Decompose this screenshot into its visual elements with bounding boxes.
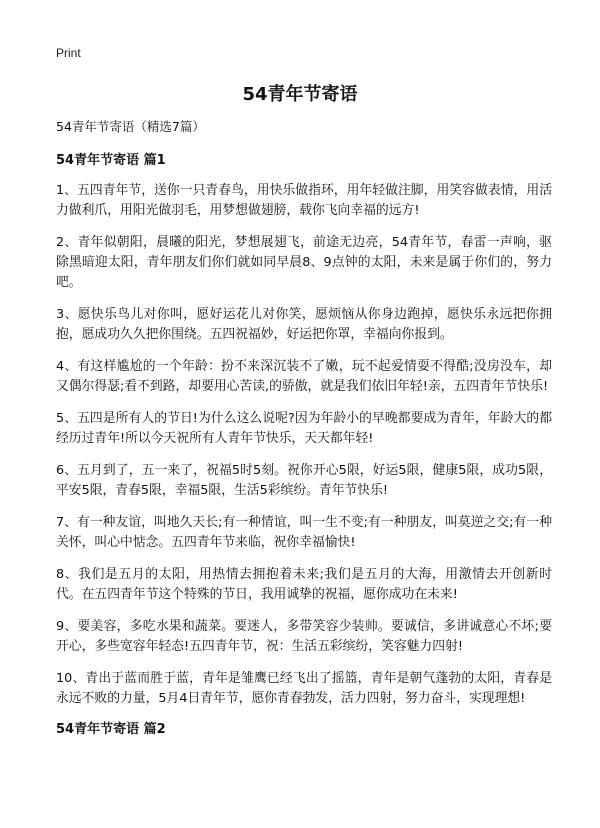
document-subtitle: 54青年节寄语（精选7篇） [56, 119, 205, 134]
paragraph: 6、五月到了，五一来了，祝福5时5刻。祝你开心5限，好运5限，健康5限，成功5限，平安5限，青春5限，幸福5限，生活5彩缤纷。青年节快乐! [56, 463, 552, 498]
paragraph: 4、有这样尴尬的一个年龄：扮不来深沉装不了嫩，玩不起爱情耍不得酷;没房没车，却又偶尔得瑟;看不到路，却要用心苦读,的骄傲，就是我们依旧年轻!亲，五四青年节快乐! [56, 359, 552, 394]
paragraph: 8、我们是五月的太阳，用热情去拥抱着未来;我们是五月的大海，用激情去开创新时代。在五四青年节这个特殊的节日，我用诚挚的祝福，愿你成功在未来! [56, 567, 552, 602]
page-title: 54青年节寄语 [242, 84, 358, 105]
paragraph: 1、五四青年节，送你一只青春鸟，用快乐做指环，用年轻做注脚，用笑容做表情，用活力做利爪，用阳光做羽毛，用梦想做翅膀，载你飞向幸福的远方! [56, 183, 552, 218]
section-1-paragraphs [56, 181, 552, 709]
paragraph: 7、有一种友谊，叫地久天长;有一种情谊，叫一生不变;有一种朋友，叫莫逆之交;有一种关怀，叫心中惦念。五四青年节来临，祝你幸福愉快! [56, 515, 552, 550]
paragraph: 9、要美容，多吃水果和蔬菜。要迷人，多带笑容少装帅。要诚信，多讲诚意心不坏;要开心，多些宽容年轻态!五四青年节，祝：生活五彩缤纷，笑容魅力四射! [56, 619, 552, 654]
paragraph: 2、青年似朝阳，晨曦的阳光，梦想展翅飞，前途无边亮，54青年节，春雷一声响，驱除黑暗迎太阳，青年朋友们你们就如同早晨8、9点钟的太阳，未来是属于你们的，努力吧。 [56, 235, 552, 290]
paragraph: 10、青出于蓝而胜于蓝，青年是雏鹰已经飞出了摇篮，青年是朝气蓬勃的太阳，青春是永远不败的力量，5月4日青年节，愿你青春勃发，活力四射，努力奋斗，实现理想! [56, 671, 552, 706]
section-heading-2: 54青年节寄语 篇2 [56, 722, 166, 737]
paragraph: 3、愿快乐鸟儿对你叫，愿好运花儿对你笑，愿烦恼从你身边跑掉，愿快乐永远把你拥抱，愿成功久久把你围绕。五四祝福妙，好运把你罩，幸福向你报到。 [56, 307, 552, 342]
document-body [56, 118, 552, 750]
section-heading-1: 54青年节寄语 篇1 [56, 153, 166, 168]
paragraph: 5、五四是所有人的节日!为什么这么说呢?因为年龄小的早晚都要成为青年，年龄大的都经历过青年!所以今天祝所有人青年节快乐，天天都年轻! [56, 411, 552, 446]
print-link[interactable]: Print [56, 46, 81, 60]
